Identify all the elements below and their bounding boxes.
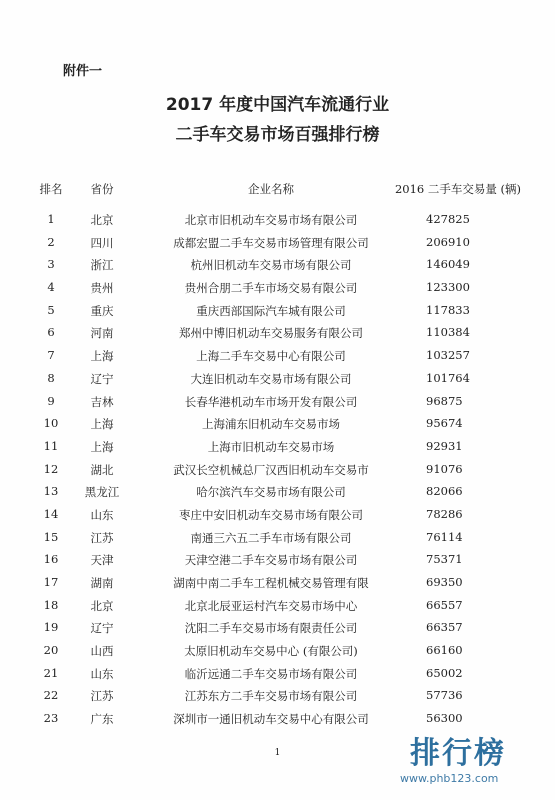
- rank-cell: 22: [43, 688, 59, 703]
- volume-cell: 65002: [426, 665, 463, 680]
- table-row: [28, 412, 528, 435]
- volume-cell: 57736: [426, 688, 463, 703]
- rank-cell: 3: [47, 257, 55, 272]
- volume-cell: 56300: [426, 711, 463, 726]
- rank-cell: 4: [47, 280, 55, 295]
- company-cell: 深圳市一通旧机动车交易中心有限公司: [173, 712, 369, 727]
- table-header-row: [28, 178, 528, 208]
- province-cell: 辽宁: [90, 621, 114, 636]
- header-rank: 排名: [39, 182, 63, 196]
- province-cell: 辽宁: [90, 371, 114, 386]
- table-row: [28, 662, 528, 685]
- province-cell: 上海: [90, 439, 114, 454]
- rank-cell: 17: [43, 575, 59, 589]
- company-cell: 北京北辰亚运村汽车交易市场中心: [184, 598, 358, 613]
- company-cell: 沈阳二手车交易市场有限责任公司: [184, 621, 358, 636]
- volume-cell: 110384: [426, 325, 470, 340]
- volume-cell: 96875: [426, 393, 463, 408]
- rank-cell: 8: [47, 370, 55, 385]
- company-cell: 湖南中南二手车工程机械交易管理有限: [173, 576, 369, 590]
- volume-cell: 66557: [426, 597, 463, 612]
- company-cell: 枣庄中安旧机动车交易市场有限公司: [179, 507, 363, 522]
- rank-cell: 9: [47, 393, 55, 408]
- province-cell: 浙江: [90, 258, 114, 273]
- volume-cell: 75371: [426, 552, 463, 567]
- rank-cell: 12: [43, 461, 59, 476]
- company-cell: 上海二手车交易中心有限公司: [196, 349, 346, 364]
- page-number: 1: [274, 748, 281, 758]
- rank-cell: 10: [43, 416, 59, 431]
- table-row: [28, 321, 528, 344]
- rank-cell: 16: [43, 552, 59, 567]
- company-cell: 杭州旧机动车交易市场有限公司: [190, 258, 352, 273]
- company-cell: 重庆西部国际汽车城有限公司: [196, 303, 346, 318]
- table-row: [28, 276, 528, 299]
- company-cell: 太原旧机动车交易中心 (有限公司): [184, 644, 358, 659]
- table-row: [28, 367, 528, 390]
- company-cell: 贵州合朋二手车市场交易有限公司: [184, 281, 358, 296]
- company-cell: 长春华港机动车市场开发有限公司: [184, 394, 358, 409]
- table-row: [28, 480, 528, 503]
- table-row: [28, 435, 528, 458]
- rank-cell: 15: [43, 529, 59, 544]
- table-row: [28, 458, 528, 481]
- header-province: 省份: [90, 182, 114, 196]
- rank-cell: 5: [47, 302, 55, 317]
- rank-cell: 13: [43, 484, 59, 499]
- province-cell: 上海: [90, 417, 114, 432]
- table-row: [28, 526, 528, 549]
- province-cell: 吉林: [90, 394, 114, 409]
- company-cell: 成都宏盟二手车交易市场管理有限公司: [173, 235, 369, 250]
- watermark-logo: 排行榜: [410, 736, 506, 771]
- company-cell: 临沂远通二手车交易市场有限公司: [184, 666, 358, 681]
- table-row: [28, 571, 528, 594]
- table-row: [28, 548, 528, 571]
- province-cell: 北京: [90, 213, 114, 227]
- table-row: [28, 594, 528, 617]
- company-cell: 郑州中博旧机动车交易服务有限公司: [179, 326, 363, 341]
- province-cell: 江苏: [90, 530, 114, 545]
- province-cell: 天津: [90, 553, 114, 568]
- volume-cell: 76114: [426, 529, 463, 544]
- province-cell: 黑龙江: [84, 485, 120, 500]
- table-body: [28, 208, 528, 730]
- company-cell: 哈尔滨汽车交易市场有限公司: [196, 485, 346, 500]
- province-cell: 湖南: [90, 576, 114, 590]
- table-row: [28, 231, 528, 254]
- table-row: [28, 616, 528, 639]
- province-cell: 四川: [90, 235, 114, 250]
- table-row: [28, 344, 528, 367]
- header-company: 企业名称: [248, 182, 294, 196]
- title-line-1: 2017 年度中国汽车流通行业: [165, 95, 390, 115]
- table-row: [28, 208, 528, 231]
- rank-cell: 14: [43, 506, 59, 521]
- company-cell: 大连旧机动车交易市场有限公司: [190, 371, 352, 386]
- volume-cell: 66160: [426, 643, 463, 658]
- table-row: [28, 707, 528, 730]
- volume-cell: 117833: [426, 302, 470, 317]
- attachment-label: 附件一: [63, 64, 103, 79]
- rank-cell: 19: [43, 620, 59, 635]
- rank-cell: 7: [47, 348, 55, 363]
- company-cell: 江苏东方二手车交易市场有限公司: [184, 689, 358, 704]
- volume-cell: 91076: [426, 461, 463, 476]
- rank-cell: 20: [43, 643, 59, 658]
- volume-cell: 78286: [426, 506, 463, 521]
- province-cell: 重庆: [90, 303, 114, 318]
- company-cell: 北京市旧机动车交易市场有限公司: [184, 213, 358, 227]
- rank-cell: 6: [47, 325, 55, 340]
- rank-cell: 18: [43, 597, 59, 612]
- watermark-url: www.phb123.com: [400, 772, 499, 785]
- province-cell: 江苏: [90, 689, 114, 704]
- table-row: [28, 639, 528, 662]
- table-row: [28, 684, 528, 707]
- company-cell: 上海市旧机动车交易市场: [207, 439, 335, 454]
- table-row: [28, 253, 528, 276]
- volume-cell: 103257: [426, 348, 470, 363]
- ranking-table: [28, 178, 528, 730]
- province-cell: 山东: [90, 507, 114, 522]
- volume-cell: 69350: [426, 575, 463, 589]
- volume-cell: 92931: [426, 438, 463, 453]
- rank-cell: 2: [47, 234, 55, 249]
- volume-cell: 146049: [426, 257, 470, 272]
- company-cell: 天津空港二手车交易市场有限公司: [184, 553, 358, 568]
- rank-cell: 21: [43, 665, 59, 680]
- rank-cell: 1: [47, 212, 55, 226]
- company-cell: 上海浦东旧机动车交易市场: [202, 417, 340, 432]
- company-cell: 南通三六五二手车市场有限公司: [190, 530, 352, 545]
- rank-cell: 23: [43, 711, 59, 726]
- volume-cell: 101764: [426, 370, 470, 385]
- rank-cell: 11: [43, 438, 59, 453]
- title-line-2: 二手车交易市场百强排行榜: [175, 125, 380, 145]
- province-cell: 山西: [90, 644, 114, 659]
- table-row: [28, 299, 528, 322]
- province-cell: 贵州: [90, 281, 114, 296]
- volume-cell: 82066: [426, 484, 463, 499]
- volume-cell: 123300: [426, 280, 470, 295]
- volume-cell: 66357: [426, 620, 463, 635]
- province-cell: 湖北: [90, 462, 114, 477]
- volume-cell: 206910: [426, 234, 470, 249]
- province-cell: 河南: [90, 326, 114, 341]
- volume-cell: 95674: [426, 416, 463, 431]
- header-volume: 2016 二手车交易量 (辆): [394, 182, 522, 196]
- province-cell: 山东: [90, 666, 114, 681]
- volume-cell: 427825: [426, 212, 470, 226]
- company-cell: 武汉长空机械总厂汉西旧机动车交易市: [173, 462, 369, 477]
- province-cell: 北京: [90, 598, 114, 613]
- table-row: [28, 503, 528, 526]
- province-cell: 广东: [90, 712, 114, 727]
- province-cell: 上海: [90, 349, 114, 364]
- table-row: [28, 390, 528, 413]
